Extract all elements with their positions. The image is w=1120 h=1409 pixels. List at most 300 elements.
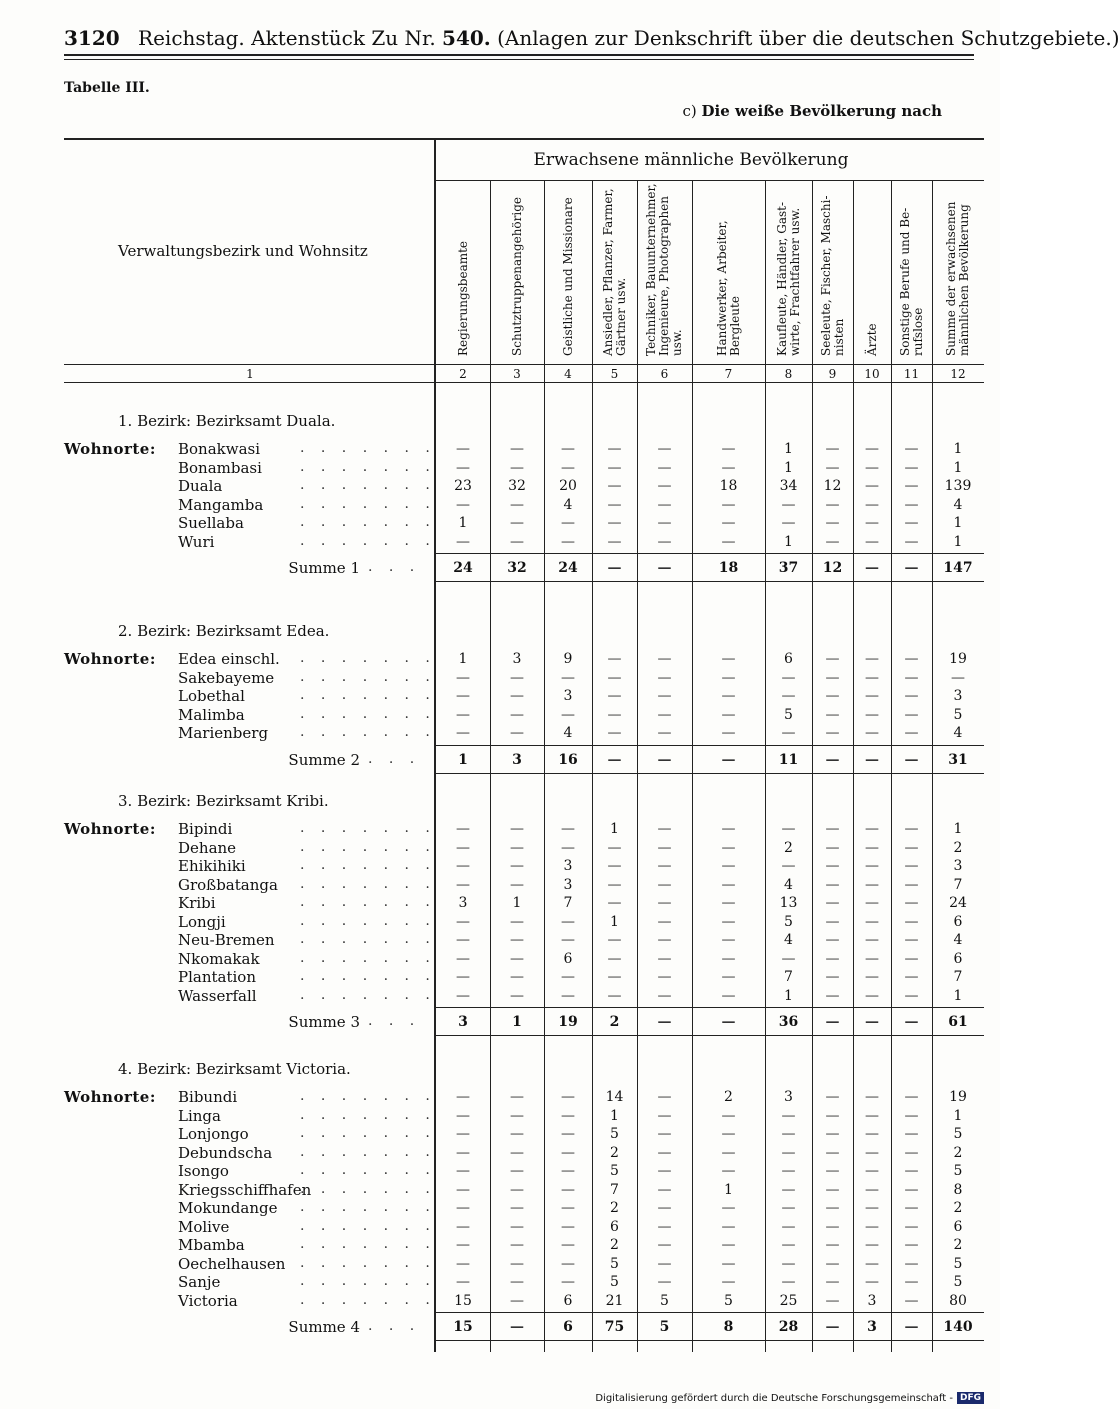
sum-cell: 3 (512, 751, 522, 768)
table-cell: — (825, 706, 840, 723)
table-cell: 6 (784, 651, 793, 667)
table-cell: — (510, 1255, 524, 1272)
table-cell: — (510, 932, 524, 948)
table-cell: — (865, 1107, 879, 1124)
table-cell: — (721, 1200, 736, 1216)
table-cell: — (904, 1274, 919, 1290)
table-cell: — (825, 876, 840, 893)
table-cell: — (865, 858, 879, 874)
table-cell: — (904, 1163, 919, 1179)
sum-cell: — (904, 560, 919, 576)
table-cell: 5 (784, 913, 793, 930)
place-name: Longji (178, 912, 226, 931)
table-cell: — (721, 1144, 736, 1161)
table-cell: — (657, 459, 672, 476)
table-cell: — (865, 459, 879, 476)
table-cell: 1 (953, 441, 963, 457)
leader-dots: . . . . . . . (300, 857, 436, 873)
table-cell: 4 (563, 496, 573, 513)
leader-dots: . . . . . . . (300, 705, 436, 722)
table-cell: — (510, 987, 524, 1004)
header-number: 540. (442, 26, 491, 50)
table-cell: 7 (953, 969, 963, 985)
table-cell: — (781, 1255, 796, 1272)
table-cell: — (781, 688, 796, 704)
table-cell: — (607, 969, 622, 985)
table-cell: 2 (953, 1144, 963, 1161)
table-cell: 1 (784, 533, 793, 550)
table-cell: — (721, 913, 736, 930)
table-cell: — (904, 669, 919, 686)
leader-dots: . . . . . . . (300, 514, 436, 530)
table-cell: — (825, 1126, 840, 1142)
table-cell: — (781, 1274, 796, 1290)
table-cell: — (825, 858, 840, 874)
table-cell: — (607, 987, 622, 1004)
table-cell: 1 (953, 533, 963, 550)
table-cell: — (561, 1181, 575, 1198)
leader-dots: . . . . . . . (300, 1162, 436, 1178)
footer-text: Digitalisierung gefördert durch die Deutsche Forschungsgemeinschaft - (595, 1392, 953, 1404)
sum-cell: 3 (867, 1319, 877, 1335)
table-cell: — (657, 478, 672, 494)
column-number: 5 (610, 367, 619, 381)
district-title: 3. Bezirk: Bezirksamt Kribi. (118, 792, 329, 810)
sum-rule (436, 553, 984, 554)
leader-dots: . . . (368, 750, 421, 767)
place-name: Duala (178, 477, 223, 495)
sum-rule (436, 1312, 984, 1313)
table-cell: — (825, 441, 840, 457)
place-name: Großbatanga (178, 875, 278, 894)
table-cell: — (904, 725, 919, 741)
table-cell: — (865, 651, 879, 667)
table-cell: — (510, 515, 524, 531)
table-cell: — (825, 515, 840, 531)
table-cell: — (904, 876, 919, 893)
leader-dots: . . . . . . . (300, 477, 436, 493)
table-cell: 8 (953, 1181, 963, 1198)
table-cell: — (607, 533, 622, 550)
table-cell: — (904, 969, 919, 985)
table-cell: — (456, 706, 470, 723)
sum-cell: 16 (558, 751, 578, 768)
table-cell: — (510, 1126, 524, 1142)
table-cell: — (657, 1126, 672, 1142)
sum-label: Summe 2 (288, 750, 360, 769)
table-cell: — (904, 1237, 919, 1253)
table-cell: — (904, 706, 919, 723)
table-cell: — (825, 1163, 840, 1179)
header-rule (64, 54, 974, 56)
table-cell: 3 (563, 688, 573, 704)
table-cell: — (510, 1292, 524, 1309)
column-number: 1 (246, 367, 254, 381)
table-cell: — (865, 969, 879, 985)
table-cell: 19 (949, 1089, 967, 1105)
table-cell: — (510, 1218, 524, 1235)
table-cell: — (510, 725, 524, 741)
table-cell: — (607, 950, 622, 967)
column-header-line: Sonstige Berufe und Be- (897, 207, 912, 356)
leader-dots: . . . . . . . (300, 894, 436, 910)
column-number: 10 (864, 367, 880, 381)
column-header-line: Kaufleute, Händler, Gast- (774, 201, 789, 356)
column-header-3 (511, 197, 524, 356)
table-cell: — (456, 876, 470, 893)
table-cell: — (721, 1237, 736, 1253)
table-cell: 7 (784, 969, 793, 985)
table-cell: 5 (610, 1163, 619, 1179)
sum-cell: — (904, 1319, 919, 1335)
table-cell: — (721, 706, 736, 723)
table-cell: 139 (944, 478, 972, 494)
table-cell: — (865, 1181, 879, 1198)
table-cell: — (657, 1163, 672, 1179)
table-cell: — (561, 1144, 575, 1161)
table-cell: — (781, 1163, 796, 1179)
leader-dots: . . . . . . . (300, 1236, 436, 1252)
table-cell: 9 (563, 651, 573, 667)
column-header-line: Regierungsbeamte (455, 240, 470, 356)
sum-cell: — (721, 1014, 736, 1030)
table-cell: — (607, 932, 622, 948)
table-cell: — (456, 821, 470, 837)
table-cell: — (510, 821, 524, 837)
table-cell: 1 (953, 515, 963, 531)
table-cell: 1 (610, 821, 619, 837)
table-cell: 1 (458, 651, 468, 667)
table-cell: — (561, 1200, 575, 1216)
table-cell: — (657, 1200, 672, 1216)
table-cell: 5 (724, 1292, 733, 1309)
table-cell: 1 (784, 987, 793, 1004)
table-cell: — (825, 669, 840, 686)
place-name: Bonakwasi (178, 440, 261, 458)
table-cell: — (721, 1163, 736, 1179)
table-cell: — (607, 651, 622, 667)
table-cell: 4 (784, 876, 793, 893)
table-cell: 5 (784, 706, 793, 723)
sum-cell: — (657, 1014, 672, 1030)
place-name: Molive (178, 1217, 230, 1236)
table-cell: — (904, 441, 919, 457)
sum-bottom-rule (436, 1340, 984, 1341)
table-cell: — (904, 515, 919, 531)
table-cell: 1 (610, 913, 619, 930)
table-cell: — (865, 913, 879, 930)
column-header-line: nisten (831, 318, 846, 356)
table-cell: 1 (953, 1107, 963, 1124)
place-name: Mangamba (178, 495, 264, 514)
place-name: Kribi (178, 894, 216, 912)
table-cell: — (561, 839, 575, 856)
table-cell: — (904, 895, 919, 911)
table-cell: — (657, 821, 672, 837)
leader-dots: . . . . . . . (300, 724, 436, 740)
table-cell: — (456, 1144, 470, 1161)
table-cell: — (510, 669, 524, 686)
table-cell: 7 (953, 876, 963, 893)
sum-cell: 147 (943, 560, 973, 576)
table-cell: — (865, 895, 879, 911)
column-header-line: Schutztruppenangehörige (509, 197, 524, 356)
column-header-line: Ärzte (864, 323, 879, 356)
table-cell: — (510, 1237, 524, 1253)
column-number: 2 (459, 367, 467, 381)
table-cell: 1 (953, 821, 963, 837)
sum-cell: 15 (453, 1319, 473, 1335)
table-cell: 2 (953, 839, 963, 856)
table-cell: — (721, 1274, 736, 1290)
table-cell: — (721, 459, 736, 476)
table-cell: — (456, 533, 470, 550)
table-cell: — (825, 1089, 840, 1105)
table-cell: — (781, 821, 796, 837)
table-cell: — (865, 669, 879, 686)
sum-cell: 19 (558, 1014, 578, 1030)
table-cell: — (721, 669, 736, 686)
table-cell: — (825, 688, 840, 704)
table-cell: — (951, 669, 965, 686)
table-cell: — (781, 1107, 796, 1124)
table-cell: — (510, 1181, 524, 1198)
table-cell: — (561, 533, 575, 550)
wohnorte-label: Wohnorte: (64, 820, 156, 838)
sum-cell: — (607, 560, 622, 576)
place-name: Malimba (178, 705, 245, 724)
table-cell: — (904, 688, 919, 704)
table-cell: 25 (779, 1292, 798, 1309)
table-cell: 6 (563, 950, 573, 967)
place-name: Suellaba (178, 514, 244, 532)
sum-cell: 12 (822, 560, 843, 576)
sum-cell: 36 (778, 1014, 799, 1030)
table-cell: — (865, 987, 879, 1004)
place-name: Mokundange (178, 1199, 278, 1217)
table-cell: — (825, 1144, 840, 1161)
leader-dots: . . . . . . . (300, 440, 436, 456)
table-cell: 4 (953, 725, 963, 741)
page-number: 3120 (64, 26, 120, 50)
table-cell: — (904, 1089, 919, 1105)
sum-cell: 28 (778, 1319, 799, 1335)
table-cell: — (781, 1218, 796, 1235)
table-cell: — (721, 969, 736, 985)
sum-cell: 61 (948, 1014, 968, 1030)
leader-dots: . . . . . . . (300, 1125, 436, 1141)
sum-cell: 1 (512, 1014, 522, 1030)
table-cell: — (456, 1200, 470, 1216)
column-header-line: Geistliche und Missionare (560, 197, 575, 356)
leader-dots: . . . . . . . (300, 495, 436, 512)
table-cell: — (781, 515, 796, 531)
sum-cell: 5 (659, 1319, 670, 1335)
table-cell: — (607, 725, 622, 741)
table-cell: — (561, 515, 575, 531)
leader-dots: . . . (368, 559, 421, 575)
table-cell: — (904, 496, 919, 513)
sum-cell: 3 (458, 1014, 468, 1030)
table-cell: — (456, 913, 470, 930)
table-cell: — (825, 969, 840, 985)
table-cell: — (456, 1237, 470, 1253)
table-cell: — (721, 821, 736, 837)
table-cell: 3 (953, 688, 963, 704)
table-cell: — (510, 839, 524, 856)
column-header-line: männlichen Bevölkerung (957, 204, 971, 356)
table-cell: — (561, 669, 575, 686)
table-cell: 2 (953, 1237, 963, 1253)
table-cell: — (456, 1107, 470, 1124)
table-cell: — (825, 651, 840, 667)
table-cell: — (904, 1144, 919, 1161)
sum-rule (436, 1007, 984, 1008)
table-cell: — (904, 651, 919, 667)
table-cell: — (510, 876, 524, 893)
table-cell: — (456, 1181, 470, 1198)
table-cell: — (657, 1089, 672, 1105)
table-cell: — (721, 839, 736, 856)
place-name: Linga (178, 1106, 221, 1125)
table-cell: 4 (563, 725, 573, 741)
table-cell: — (781, 1200, 796, 1216)
place-name: Edea einschl. (178, 650, 280, 668)
first-column-header: Verwaltungsbezirk und Wohnsitz (118, 242, 368, 260)
table-cell: — (510, 1163, 524, 1179)
table-cell: — (865, 821, 879, 837)
table-cell: 6 (953, 1218, 963, 1235)
table-cell: — (904, 1200, 919, 1216)
table-cell: — (657, 706, 672, 723)
table-cell: — (781, 725, 796, 741)
table-cell: — (657, 895, 672, 911)
place-name: Bipindi (178, 820, 233, 838)
table-cell: — (721, 932, 736, 948)
table-cell: — (825, 913, 840, 930)
table-cell: — (904, 1292, 919, 1309)
table-cell: — (865, 1126, 879, 1142)
leader-dots: . . . . . . . (300, 532, 436, 549)
table-cell: 19 (949, 651, 967, 667)
wohnorte-label: Wohnorte: (64, 440, 156, 458)
table-cell: — (510, 858, 524, 874)
table-cell: — (781, 1237, 796, 1253)
table-cell: — (510, 1200, 524, 1216)
leader-dots: . . . (368, 1318, 421, 1334)
table-cell: — (561, 1107, 575, 1124)
table-cell: 1 (724, 1181, 733, 1198)
table-cell: — (865, 950, 879, 967)
table-cell: — (561, 706, 575, 723)
table-cell: — (607, 895, 622, 911)
table-cell: — (865, 688, 879, 704)
table-cell: — (657, 651, 672, 667)
district-title: 4. Bezirk: Bezirksamt Victoria. (118, 1060, 351, 1078)
table-cell: — (657, 533, 672, 550)
table-cell: — (904, 1107, 919, 1124)
table-cell: — (721, 533, 736, 550)
table-cell: — (865, 1237, 879, 1253)
table-cell: — (825, 725, 840, 741)
table-cell: — (510, 459, 524, 476)
leader-dots: . . . . . . . (300, 931, 436, 947)
table-cell: — (510, 1089, 524, 1105)
column-header-line: Gärtner usw. (613, 277, 628, 356)
sum-cell: — (607, 751, 622, 768)
table-subtitle (682, 102, 942, 120)
table-cell: — (456, 858, 470, 874)
column-header-line: Ansiedler, Pflanzer, Farmer, (600, 188, 615, 356)
table-cell: 1 (458, 515, 468, 531)
table-cell: 13 (779, 895, 798, 911)
table-cell: 1 (784, 441, 793, 457)
table-cell: — (865, 1200, 879, 1216)
column-number: 9 (828, 367, 837, 381)
table-cell: — (510, 688, 524, 704)
column-number: 3 (513, 367, 521, 381)
table-cell: — (904, 1218, 919, 1235)
table-cell: — (657, 1181, 672, 1198)
table-cell: — (561, 1218, 575, 1235)
subtitle-text: Die weiße Bevölkerung nach (701, 102, 942, 120)
column-header-8 (776, 202, 802, 356)
table-cell: — (456, 1218, 470, 1235)
column-header-line: Summe der erwachsenen (944, 201, 958, 356)
place-name: Oechelhausen (178, 1254, 286, 1273)
table-cell: 2 (784, 839, 793, 856)
table-cell: — (865, 478, 879, 494)
dfg-logo: DFG (957, 1392, 984, 1404)
leader-dots: . . . . . . . (300, 1254, 436, 1271)
table-cell: — (510, 706, 524, 723)
table-cell: — (721, 496, 736, 513)
column-number: 12 (950, 367, 966, 381)
sum-cell: 37 (778, 560, 799, 576)
column-header-7 (716, 220, 742, 356)
table-cell: 5 (610, 1255, 619, 1272)
table-cell: 6 (953, 950, 963, 967)
place-name: Mbamba (178, 1236, 245, 1254)
column-header-6 (645, 183, 684, 356)
table-cell: — (825, 987, 840, 1004)
table-cell: — (561, 1089, 575, 1105)
table-cell: — (865, 496, 879, 513)
table-cell: 2 (724, 1089, 733, 1105)
table-cell: — (721, 876, 736, 893)
place-name: Dehane (178, 838, 237, 857)
subtitle-prefix: c) (682, 102, 697, 120)
table-cell: — (657, 1144, 672, 1161)
table-cell: — (781, 1126, 796, 1142)
table-cell: — (657, 858, 672, 874)
table-cell: — (825, 1218, 840, 1235)
table-cell: — (865, 533, 879, 550)
place-name: Sakebayeme (178, 668, 275, 687)
place-name: Nkomakak (178, 949, 260, 968)
table-cell: — (657, 725, 672, 741)
place-name: Neu-Bremen (178, 931, 275, 949)
table-cell: — (721, 1255, 736, 1272)
column-header-line: rufslose (910, 307, 925, 356)
table-cell: 5 (953, 1126, 963, 1142)
column-header-5 (602, 188, 628, 356)
sum-cell: — (721, 751, 736, 768)
table-cell: — (825, 821, 840, 837)
leader-dots: . . . . . . . (300, 968, 436, 984)
footer (595, 1392, 984, 1404)
table-cell: — (865, 706, 879, 723)
